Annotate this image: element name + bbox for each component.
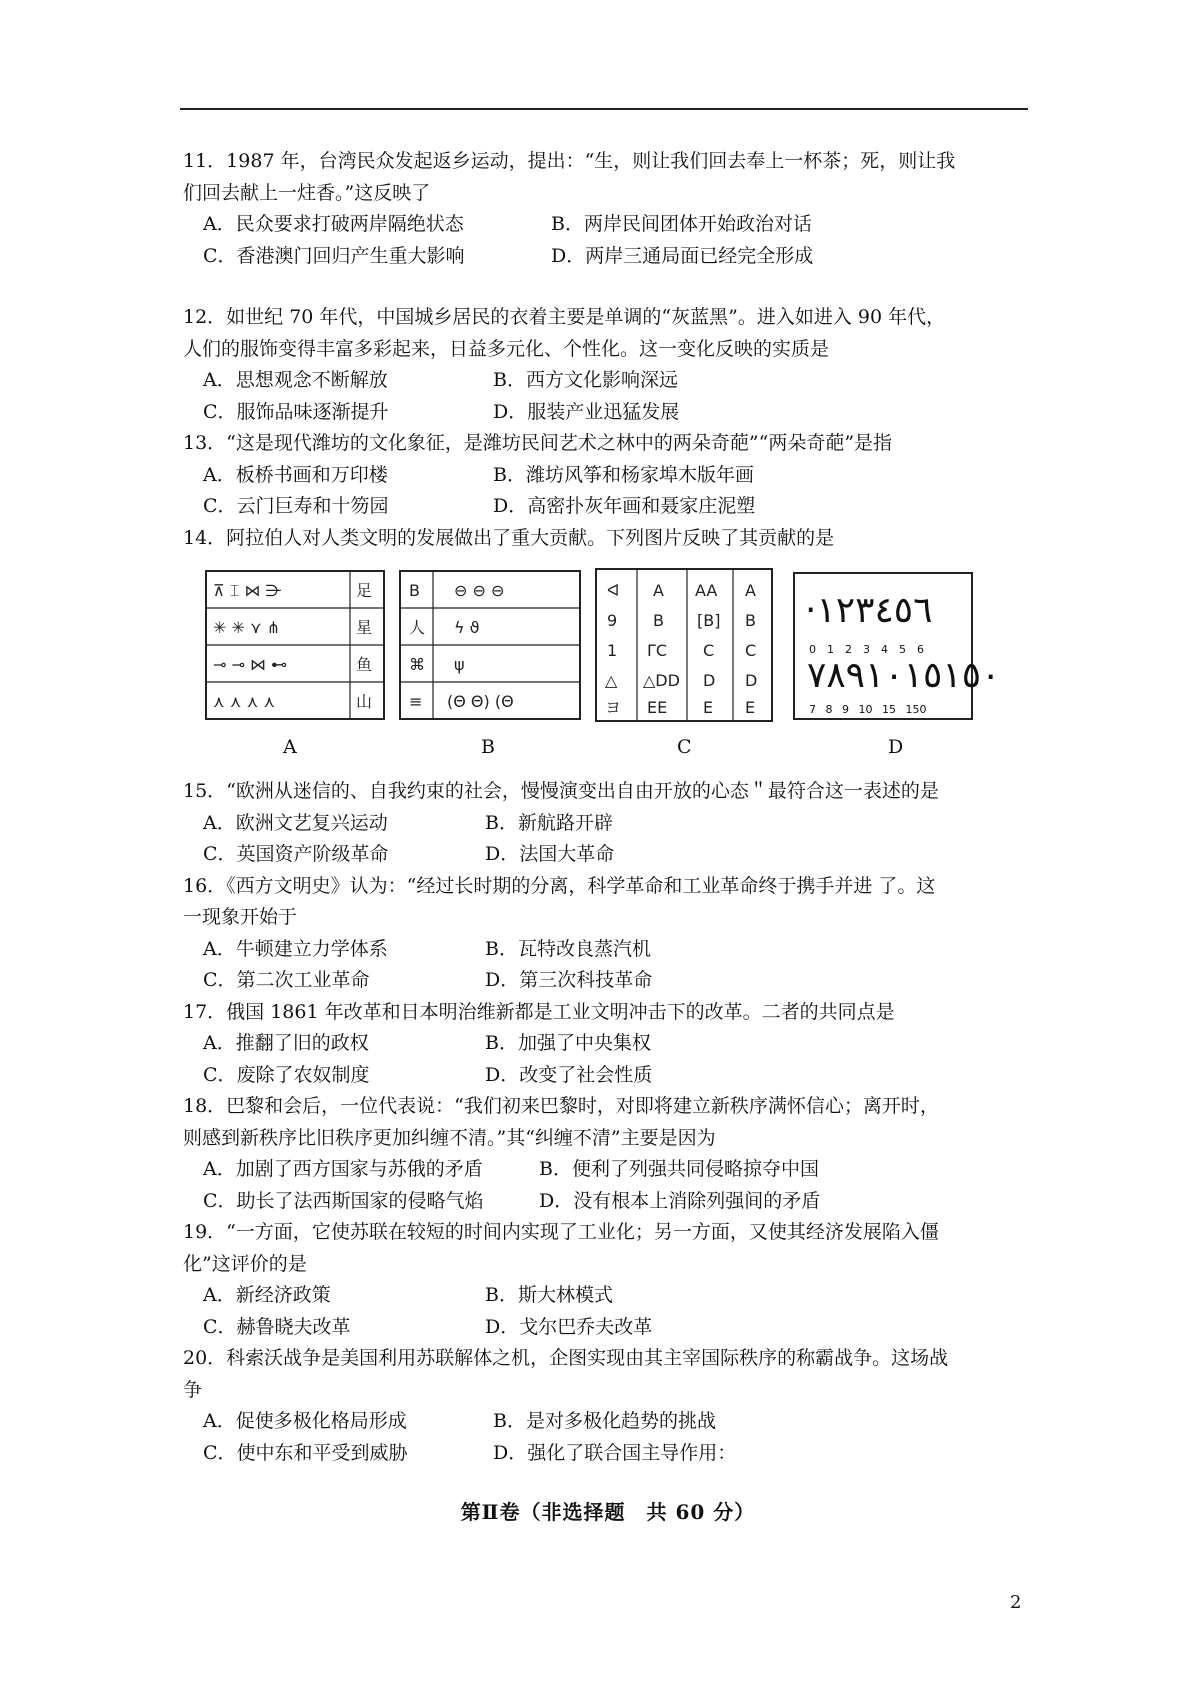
option-a: A．牛顿建立力学体系	[203, 937, 388, 960]
svg-text:A: A	[745, 581, 756, 600]
svg-text:E: E	[703, 698, 714, 717]
svg-text:D: D	[703, 671, 716, 690]
option-b: B．是对多极化趋势的挑战	[493, 1410, 716, 1432]
question-stem-line: 19．“一方面，它使苏联在较短的时间内实现了工业化；另一方面，又使其经济发展陷入僵	[183, 1221, 939, 1243]
svg-text:9: 9	[607, 611, 618, 630]
option-b: B．两岸民间团体开始政治对话	[551, 213, 812, 235]
svg-text:⋏ ⋏ ⋏ ⋏: ⋏ ⋏ ⋏ ⋏	[213, 692, 276, 711]
option-b: B．斯大林模式	[485, 1284, 613, 1306]
figure-c-alphabet-table	[595, 568, 773, 722]
option-c: C．使中东和平受到威胁	[203, 1441, 408, 1464]
svg-text:EE: EE	[647, 698, 668, 717]
svg-text:星: 星	[356, 618, 373, 637]
svg-text:C: C	[703, 641, 715, 660]
option-d: D．服装产业迅猛发展	[493, 400, 680, 423]
svg-text:ϟ ϑ: ϟ ϑ	[454, 618, 480, 637]
option-d: D．两岸三通局面已经完全形成	[551, 244, 814, 267]
options	[183, 934, 1033, 997]
svg-text:人: 人	[409, 618, 426, 637]
question-stem-line: 13．“这是现代潍坊的文化象征，是潍坊民间艺术之林中的两朵奇葩”“两朵奇葩”是指	[183, 432, 893, 454]
question-13	[183, 428, 1033, 523]
option-a: A．思想观念不断解放	[203, 369, 388, 391]
numerals-row-1: 0123456	[809, 643, 935, 656]
options	[183, 1154, 1033, 1217]
option-c: C．香港澳门回归产生重大影响	[203, 244, 465, 267]
figure-label-b: B	[481, 736, 495, 758]
question-15	[183, 776, 1033, 871]
question-14	[183, 523, 1033, 775]
option-b: B．新航路开辟	[485, 811, 613, 834]
svg-text:✳ ✳ ⋎ ⋔: ✳ ✳ ⋎ ⋔	[213, 618, 281, 637]
question-stem-line: 18．巴黎和会后，一位代表说：“我们初来巴黎时，对即将建立新秩序满怀信心；离开时，	[183, 1095, 939, 1117]
question-17	[183, 997, 1033, 1092]
question-stem-line: 20．科索沃战争是美国利用苏联解体之机，企图实现由其主宰国际秩序的称霸战争。这场战	[183, 1347, 949, 1369]
question-stem-line: 17．俄国 1861 年改革和日本明治维新都是工业文明冲击下的改革。二者的共同点是	[183, 1000, 895, 1023]
option-d: D．强化了联合国主导作用：	[493, 1441, 737, 1464]
svg-text:B: B	[745, 611, 756, 630]
question-stem-line: 11．1987 年，台湾民众发起返乡运动，提出：“生，则让我们回去奉上一杯茶；死，则让我	[183, 150, 956, 172]
svg-text:E: E	[745, 698, 756, 717]
question-stem-line: 争	[183, 1378, 203, 1401]
option-c: C．助长了法西斯国家的侵略气焰	[203, 1189, 484, 1212]
svg-text:⌘: ⌘	[409, 655, 425, 674]
figure-label-d: D	[888, 736, 904, 758]
question-16	[183, 871, 1033, 997]
option-c: C．云门巨寿和十笏园	[203, 495, 389, 517]
option-c: C．第二次工业革命	[203, 969, 370, 991]
question-14-figure	[183, 558, 1033, 774]
svg-text:C: C	[745, 641, 757, 660]
svg-text:٧٨٩١٠١٥١٥٠: ٧٨٩١٠١٥١٥٠	[807, 655, 1001, 696]
header-rule	[180, 108, 1028, 110]
options	[183, 1406, 1033, 1469]
option-b: B．便利了列强共同侵略掠夺中国	[539, 1158, 819, 1180]
svg-text:ΓC: ΓC	[647, 641, 668, 660]
question-stem-line: 16．《西方文明史》认为：“经过长时期的分离，科学革命和工业革命终于携手并进 了。这	[183, 874, 936, 897]
svg-text:△: △	[605, 671, 618, 690]
svg-text:⊸ ⊸ ⋈ ⊷: ⊸ ⊸ ⋈ ⊷	[213, 655, 288, 674]
svg-text:足: 足	[356, 581, 373, 600]
question-11	[183, 146, 1033, 272]
numerals-row-2: 7 8 9 10 15 150	[809, 703, 927, 716]
option-c: C．服饰品味逐渐提升	[203, 400, 389, 423]
option-a: A．加剧了西方国家与苏俄的矛盾	[203, 1158, 483, 1180]
option-c: C．废除了农奴制度	[203, 1063, 370, 1086]
option-d: D．第三次科技革命	[485, 969, 653, 991]
svg-text:B: B	[653, 611, 664, 630]
question-stem-line: 则感到新秩序比旧秩序更加纠缠不清。”其“纠缠不清”主要是因为	[183, 1126, 716, 1149]
svg-text:AA: AA	[695, 581, 718, 600]
option-d: D．高密扑灰年画和聂家庄泥塑	[493, 495, 756, 517]
svg-text:△DD: △DD	[643, 671, 680, 690]
options	[183, 365, 1033, 428]
option-a: A．板桥书画和万印楼	[203, 463, 388, 486]
question-18	[183, 1091, 1033, 1217]
options	[183, 1280, 1033, 1343]
figure-label-c: C	[677, 736, 692, 758]
option-b: B．瓦特改良蒸汽机	[485, 937, 651, 960]
figure-label-a: A	[283, 736, 297, 758]
figure-d-arabic-numerals	[793, 572, 1001, 720]
question-19	[183, 1217, 1033, 1343]
question-stem-line: 14．阿拉伯人对人类文明的发展做出了重大贡献。下列图片反映了其贡献的是	[183, 526, 835, 549]
option-d: D．没有根本上消除列强间的矛盾	[539, 1189, 821, 1212]
question-stem-line: 化”这评价的是	[183, 1252, 307, 1275]
option-b: B．西方文化影响深远	[493, 369, 678, 391]
options	[183, 1028, 1033, 1091]
option-b: B．加强了中央集权	[485, 1032, 651, 1054]
question-stem-line: 12．如世纪 70 年代，中国城乡居民的衣着主要是单调的“灰蓝黑”。进入如进入 90 年代，	[183, 306, 946, 328]
option-b: B．潍坊风筝和杨家埠木版年画	[493, 463, 754, 486]
option-d: D．法国大革命	[485, 843, 615, 865]
question-stem-line: 们回去献上一炷香。”这反映了	[183, 181, 431, 204]
svg-text:·١٢٣٤٥٦: ·١٢٣٤٥٦	[805, 590, 933, 631]
svg-text:B: B	[409, 581, 420, 600]
svg-text:⊖ ⊖ ⊖: ⊖ ⊖ ⊖	[454, 581, 505, 600]
option-a: A．促使多极化格局形成	[203, 1410, 407, 1432]
svg-text:D: D	[745, 671, 758, 690]
svg-text:鱼: 鱼	[356, 655, 373, 674]
option-a: A．新经济政策	[203, 1284, 331, 1306]
svg-text:[B]: [B]	[697, 611, 721, 630]
question-list	[183, 146, 1033, 1529]
svg-text:ψ: ψ	[454, 655, 465, 674]
question-12	[183, 302, 1033, 428]
svg-text:A: A	[653, 581, 664, 600]
section-title: 第Ⅱ卷（非选择题 共 60 分）	[460, 1500, 756, 1524]
svg-text:ヨ: ヨ	[605, 698, 622, 717]
option-c: C．英国资产阶级革命	[203, 843, 389, 865]
page-number: 2	[1010, 1592, 1022, 1613]
option-c: C．赫鲁晓夫改革	[203, 1315, 351, 1338]
option-a: A．欧洲文艺复兴运动	[203, 811, 388, 834]
svg-text:⊼ ⌶ ⋈ ⋺: ⊼ ⌶ ⋈ ⋺	[213, 581, 282, 600]
option-d: D．戈尔巴乔夫改革	[485, 1315, 653, 1338]
figure-a-cuneiform-table	[205, 570, 385, 720]
options	[183, 460, 1033, 523]
option-a: A．推翻了旧的政权	[203, 1032, 369, 1054]
question-stem-line: 15．“欧洲从迷信的、自我约束的社会，慢慢演变出自由开放的心态＂最符合这一表述的是	[183, 780, 939, 802]
question-20	[183, 1343, 1033, 1469]
question-stem-line: 人们的服饰变得丰富多彩起来，日益多元化、个性化。这一变化反映的实质是	[183, 337, 830, 360]
svg-text:ᐊ: ᐊ	[607, 581, 620, 600]
question-stem-line: 一现象开始于	[183, 906, 298, 928]
svg-text:山: 山	[356, 692, 373, 711]
svg-text:≡: ≡	[409, 692, 423, 711]
options	[183, 209, 1033, 272]
figure-b-symbol-table	[399, 570, 581, 720]
svg-text:1: 1	[607, 641, 618, 660]
option-a: A．民众要求打破两岸隔绝状态	[203, 213, 464, 235]
svg-text:(Θ Θ) (Θ: (Θ Θ) (Θ	[447, 692, 514, 711]
option-d: D．改变了社会性质	[485, 1063, 653, 1086]
options	[183, 808, 1033, 871]
